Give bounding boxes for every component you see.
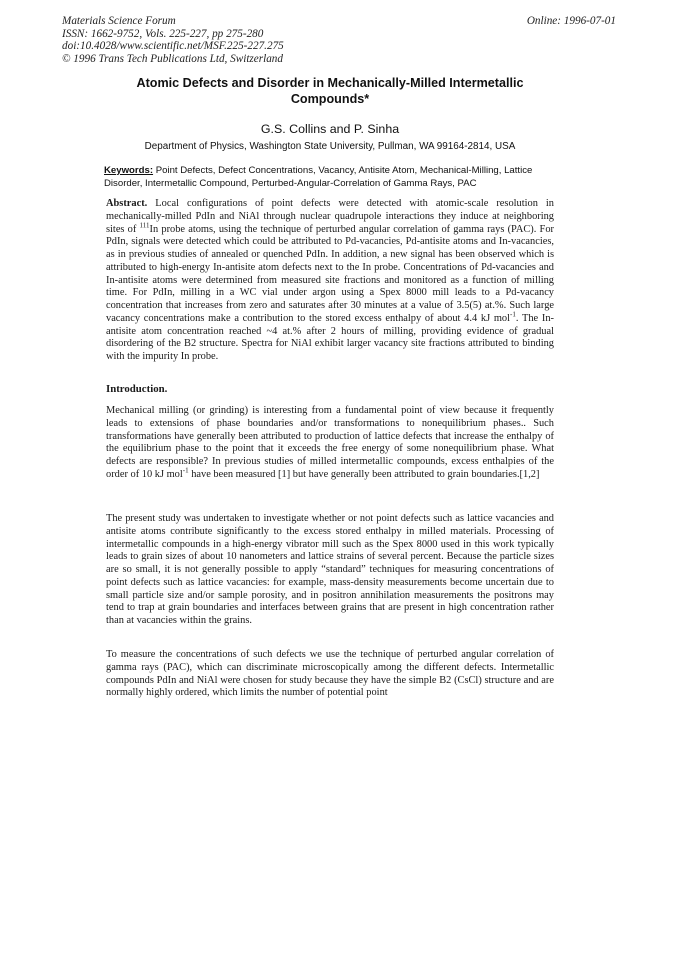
abstract-text-3: . The In-antisite atom concentration reached ~4 at.% after 2 hours of milling, providing evidence of gradual disordering of the B2 structure. Spectra for NiAl exhibit larger vacancy site fractions attributed to binding with the impurity In probe. [106,312,555,362]
intro-paragraph-2: The present study was undertaken to investigate whether or not point defects such as lattice vacancies and antisite atoms contribute significantly to the excess stored enthalpy in milled materials. Processing of intermetallic compounds in a high-energy vibrator mill such as the Spex 8000 used in this work typically leads to grain sizes of about 10 nanometers and lattice strains of several percent. Because the particle sizes are so small, it is not generally possible to apply “standard” techniques for measuring concentrations of point defects such as lattice vacancies: for example, mass-density measurements become uncertain due to small particle size and/or sample porosity, and in positron annihilation measurements the positrons may tend to trap at grain boundaries and interfaces between grains that are present in high concentration rather than at vacancies within the grains. [106,513,554,626]
copyright-line: © 1996 Trans Tech Publications Ltd, Switzerland [62,52,283,65]
unit-superscript: -1 [510,310,516,319]
intro-p1-superscript: -1 [182,466,189,475]
abstract-label: Abstract. [106,198,148,209]
keywords-text: Point Defects, Defect Concentrations, Vacancy, Antisite Atom, Mechanical-Milling, Lattice Disorder, Intermetallic Compound, Perturbed-Angular-Correlation of Gamma Rays, PAC [104,165,533,189]
introduction-heading: Introduction. [106,383,168,395]
intro-paragraph-1 [106,405,554,482]
keywords [104,165,566,190]
keywords-label: Keywords: [104,165,154,176]
authors: G.S. Collins and P. Sinha [260,122,400,136]
abstract-text-1: Local configurations of point defects were detected with atomic-scale resolution in mechanically-milled PdIn and NiAl through nuclear quadrupole interactions they induce at neighboring sites of [106,198,555,235]
affiliation: Department of Physics, Washington State University, Pullman, WA 99164-2814, USA [144,141,516,152]
abstract-text-2: In probe atoms, using the technique of perturbed angular correlation of gamma rays (PAC). For PdIn, signals were detected which could be attributed to Pd-vacancies, Pd-antisite atoms and In-vacancies, as in previous studies of annealed or quenched PdIn. In addition, a new signal has been observed which is attributed to high-energy In-antisite atom defects next to the In probe. Concentrations of Pd-vacancies and In-antisite atoms were determined from measured site fractions and monitored as a function of milling time. For PdIn, milling in a WC vial under argon using a Spex 8000 mill leads to a Pd-vacancy concentration that increases from zero and saturates after 30 minutes at a value of 3.5(5) at.%. Such large vacancy concentrations make a contribution to the stored excess enthalpy of about 4.4 kJ mol [106,223,554,324]
online-date: Online: 1996-07-01 [526,15,616,27]
intro-p1-text-2: have been measured [1] but have generally been attributed to grain boundaries.[1,2] [188,468,540,480]
isotope-superscript: 111 [139,221,150,230]
doi-line: doi:10.4028/www.scientific.net/MSF.225-227.275 [62,40,284,53]
page-header [62,15,616,65]
paper-title: Atomic Defects and Disorder in Mechanically-Milled Intermetallic Compounds* [136,76,524,106]
issn-line: ISSN: 1662-9752, Vols. 225-227, pp 275-280 [62,27,264,40]
intro-p1-text-1: Mechanical milling (or grinding) is interesting from a fundamental point of view because it frequently leads to extensions of phase boundaries and/or transformations to nonequilibrium phases.. Such transformations have generally been attributed to production of lattice defects that increase the enthalpy of the equilibrium phase to the point that it exceeds the free energy of some nonequilibrium phase. What defects are responsible? In previous studies of milled intermetallic compounds, excess enthalpies of the order of 10 kJ mol [106,405,554,480]
abstract [106,198,554,364]
intro-paragraph-3: To measure the concentrations of such defects we use the technique of perturbed angular correlation of gamma rays (PAC), which can discriminate microscopically among the different defects. Intermetallic compounds PdIn and NiAl were chosen for study because they have the simple B2 (CsCl) structure and are normally highly ordered, which limits the number of potential point [106,649,554,699]
citation-block [62,15,284,65]
journal-name: Materials Science Forum [62,15,176,27]
